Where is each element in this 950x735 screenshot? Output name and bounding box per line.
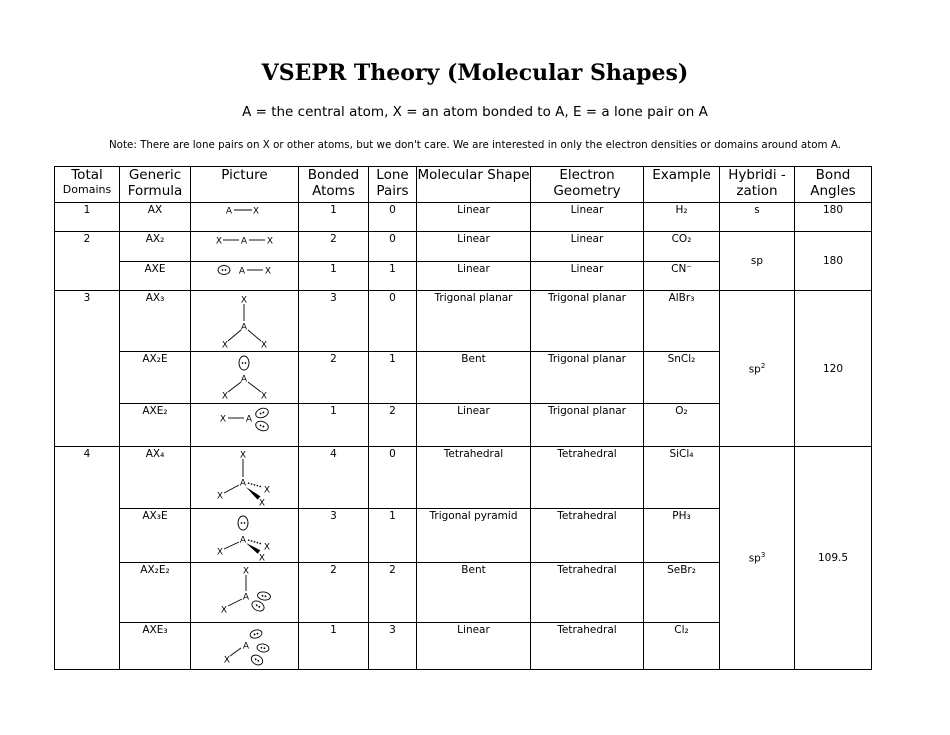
hybridization-text: sp: [748, 363, 761, 376]
bonded-atom-label: X: [263, 542, 271, 553]
table-row: [55, 232, 872, 262]
bonded-atom-label: X: [260, 340, 268, 351]
bonded-atoms-cell: [299, 404, 369, 447]
bond-line: [248, 330, 261, 341]
central-atom-label: A: [242, 641, 250, 652]
generic-formula-cell: [120, 563, 191, 623]
header-bonded-atoms: Bonded Atoms: [299, 167, 369, 203]
lone-pairs-cell-text: 0: [389, 448, 396, 460]
lone-pair-lobe: [250, 653, 265, 667]
lone-pairs-cell-text: 0: [389, 292, 396, 304]
legend-subtitle: A = the central atom, X = an atom bonded to A, E = a lone pair on A: [242, 104, 708, 120]
electron-geometry-cell-text: Linear: [570, 204, 604, 216]
bond-angle-text: 180: [822, 255, 844, 267]
header-example: Example: [644, 167, 720, 203]
bonded-atom-label: X: [263, 485, 271, 496]
electron-geometry-cell-text: Tetrahedral: [557, 624, 617, 636]
bonded-atoms-cell: [299, 291, 369, 352]
example-cell: [644, 563, 720, 623]
molecular-shape-cell-text: Linear: [457, 405, 490, 417]
total-domains-cell-text: 1: [83, 204, 91, 216]
lone-pair-lobe: [257, 591, 271, 601]
page-title: VSEPR Theory (Molecular Shapes): [261, 60, 689, 86]
lone-pairs-cell: [369, 404, 417, 447]
electron-geometry-cell: [531, 563, 644, 623]
picture-cell: [191, 291, 299, 352]
bonded-atoms-cell-text: 1: [330, 204, 337, 216]
bonded-atom-label: X: [223, 655, 231, 666]
example-cell-text: SnCl₂: [667, 353, 696, 365]
bonded-atom-label: X: [266, 236, 274, 247]
generic-formula-cell-text: AX₃E: [142, 510, 168, 522]
example-cell-text: AlBr₃: [668, 292, 695, 304]
bonded-atoms-cell: [299, 509, 369, 563]
lone-pair-lobe: [254, 420, 269, 433]
bonded-atom-label: X: [220, 605, 228, 616]
lone-pair-lobe: [239, 356, 249, 370]
electron-dot: [262, 425, 264, 427]
example-cell-text: H₂: [675, 204, 688, 216]
generic-formula-cell: [120, 404, 191, 447]
bonded-atoms-cell: [299, 262, 369, 291]
electron-dot: [222, 269, 224, 271]
electron-dot: [255, 604, 257, 606]
bonded-atoms-cell-text: 3: [330, 510, 337, 522]
bonded-atom-label: X: [221, 340, 229, 351]
molecular-shape-cell-text: Linear: [457, 263, 490, 275]
header-picture: Picture: [191, 167, 299, 203]
electron-geometry-cell-text: Tetrahedral: [557, 510, 617, 522]
tetrahedral-diagram: [191, 447, 298, 508]
picture-cell: [191, 447, 299, 509]
central-atom-label: A: [240, 236, 248, 247]
generic-formula-cell: [120, 623, 191, 670]
generic-formula-cell: [120, 352, 191, 404]
example-cell: [644, 404, 720, 447]
electron-dot: [258, 606, 260, 608]
generic-formula-cell: [120, 232, 191, 262]
table-row: [55, 291, 872, 352]
central-atom-label: A: [245, 414, 253, 425]
electron-dot: [264, 595, 266, 597]
central-atom-label: A: [238, 266, 246, 277]
central-atom-label: A: [225, 206, 233, 217]
hybridization-superscript: 2: [760, 361, 766, 370]
molecular-shape-cell-text: Trigonal pyramid: [429, 510, 518, 522]
electron-dot: [261, 595, 263, 597]
linear-ax-diagram: [191, 203, 298, 231]
table-row: [55, 447, 872, 509]
molecular-shape-cell: [417, 404, 531, 447]
linear-axe-diagram: [191, 262, 298, 290]
hybridization-cell: [720, 447, 795, 670]
example-cell: [644, 262, 720, 291]
generic-formula-cell-text: AX: [147, 204, 163, 216]
lone-pairs-cell: [369, 352, 417, 404]
picture-cell: [191, 203, 299, 232]
bond-line: [248, 382, 261, 392]
lone-pairs-cell-text: 1: [389, 263, 396, 275]
bonded-atoms-cell: [299, 623, 369, 670]
table-body: [55, 203, 872, 670]
electron-dot: [241, 522, 243, 524]
lone-pairs-cell: [369, 509, 417, 563]
total-domains-cell-text: 4: [83, 448, 91, 460]
lone-pairs-cell-text: 0: [389, 233, 396, 245]
electron-geometry-cell-text: Linear: [570, 233, 604, 245]
electron-dot: [254, 658, 256, 660]
electron-dot: [257, 660, 259, 662]
bonded-atoms-cell: [299, 563, 369, 623]
picture-cell: [191, 352, 299, 404]
molecular-shape-cell: [417, 447, 531, 509]
picture-cell: [191, 232, 299, 262]
vsepr-table: [54, 166, 872, 670]
molecular-shape-cell-text: Linear: [457, 624, 490, 636]
example-cell: [644, 232, 720, 262]
bonded-atom-label: X: [216, 547, 224, 558]
lone-pairs-cell: [369, 232, 417, 262]
electron-dot: [242, 362, 244, 364]
example-cell-text: PH₃: [672, 510, 691, 522]
bonded-atoms-cell-text: 2: [330, 233, 337, 245]
generic-formula-cell: [120, 447, 191, 509]
hybridization-text: sp: [750, 255, 764, 267]
total-domains-cell: [55, 232, 120, 291]
electron-dot: [253, 633, 255, 635]
generic-formula-cell: [120, 262, 191, 291]
electron-geometry-cell-text: Trigonal planar: [548, 353, 626, 365]
lone-pair-lobe: [218, 266, 230, 275]
bond-angle-cell: [795, 203, 872, 232]
electron-geometry-cell: [531, 203, 644, 232]
example-cell-text: CN⁻: [671, 263, 692, 275]
lone-pairs-cell: [369, 291, 417, 352]
central-atom-label: A: [240, 374, 248, 385]
generic-formula-cell-text: AXE: [144, 263, 166, 275]
molecular-shape-cell: [417, 352, 531, 404]
electron-geometry-cell-text: Trigonal planar: [548, 405, 626, 417]
bonded-atom-label: X: [258, 553, 266, 562]
bonded-atoms-cell: [299, 447, 369, 509]
bonded-atoms-cell-text: 1: [330, 263, 337, 275]
note-text: Note: There are lone pairs on X or other atoms, but we don't care. We are interested in only the electron densities or domains around atom A.: [108, 139, 841, 151]
total-domains-cell-text: 3: [83, 292, 91, 304]
electron-geometry-cell: [531, 623, 644, 670]
total-domains-cell: [55, 447, 120, 670]
generic-formula-cell: [120, 509, 191, 563]
generic-formula-cell: [120, 291, 191, 352]
generic-formula-cell-text: AXE₃: [142, 624, 168, 636]
example-cell: [644, 509, 720, 563]
molecular-shape-cell: [417, 262, 531, 291]
molecular-shape-cell-text: Linear: [457, 204, 490, 216]
generic-formula-cell-text: AX₂E: [142, 353, 168, 365]
electron-geometry-cell: [531, 509, 644, 563]
molecular-shape-cell-text: Bent: [461, 353, 486, 365]
bond-angle-cell: [795, 232, 872, 291]
hybridization-superscript: 3: [760, 551, 766, 560]
bond-line: [224, 542, 239, 549]
header-row: [55, 167, 872, 203]
lone-pair-lobe: [254, 407, 269, 420]
example-cell: [644, 447, 720, 509]
electron-geometry-cell: [531, 447, 644, 509]
dashed-bond: [248, 540, 262, 544]
lone-pairs-cell-text: 0: [389, 204, 396, 216]
bond-angle-text: 109.5: [817, 552, 849, 564]
lone-pairs-cell: [369, 623, 417, 670]
bonded-atoms-cell-text: 4: [330, 448, 337, 460]
electron-dot: [244, 522, 246, 524]
bonded-atom-label: X: [258, 498, 266, 508]
molecular-shape-cell: [417, 509, 531, 563]
generic-formula-cell-text: AX₂: [145, 233, 165, 245]
bond-line: [228, 382, 241, 392]
electron-geometry-cell: [531, 291, 644, 352]
lone-pair-outline: [238, 516, 248, 530]
bonded-atom-label: X: [242, 566, 250, 577]
header-domains: Domains: [62, 183, 112, 196]
lone-pair-lobe: [238, 516, 248, 530]
molecular-shape-cell: [417, 563, 531, 623]
electron-dot: [245, 362, 247, 364]
bonded-atoms-cell-text: 2: [330, 353, 337, 365]
lone-pair-lobe: [256, 643, 269, 653]
lone-pairs-cell: [369, 563, 417, 623]
linear-axe3-diagram: [191, 623, 298, 669]
generic-formula-cell-text: AX₄: [145, 448, 165, 460]
bonded-atom-label: X: [264, 266, 272, 277]
example-cell: [644, 291, 720, 352]
header-total: Total: [71, 167, 103, 183]
generic-formula-cell-text: AX₂E₂: [140, 564, 170, 576]
electron-dot: [259, 424, 261, 426]
header-molecular-shape: Molecular Shape: [417, 167, 531, 203]
molecular-shape-cell: [417, 291, 531, 352]
total-domains-cell: [55, 203, 120, 232]
example-cell: [644, 203, 720, 232]
bond-line: [228, 599, 242, 606]
bonded-atoms-cell-text: 1: [330, 624, 337, 636]
molecular-shape-cell-text: Linear: [457, 233, 490, 245]
lone-pairs-cell: [369, 203, 417, 232]
bonded-atom-label: X: [240, 295, 248, 306]
trigonal-pyramid-diagram: [191, 509, 298, 562]
lone-pairs-cell-text: 3: [389, 624, 396, 636]
example-cell: [644, 623, 720, 670]
example-cell-text: CO₂: [671, 233, 692, 245]
example-cell: [644, 352, 720, 404]
electron-dot: [225, 269, 227, 271]
lone-pair-lobe: [250, 599, 266, 613]
example-cell-text: SiCl₄: [669, 448, 694, 460]
lone-pairs-cell-text: 1: [389, 510, 396, 522]
dashed-bond: [248, 483, 262, 487]
electron-dot: [259, 412, 261, 414]
header-lone-pairs: Lone Pairs: [369, 167, 417, 203]
header-bond-angles: Bond Angles: [795, 167, 872, 203]
lone-pair-outline: [239, 356, 249, 370]
header-hybridization: Hybridi -zation: [720, 167, 795, 203]
electron-geometry-cell: [531, 262, 644, 291]
bond-angle-text: 180: [822, 204, 844, 216]
electron-geometry-cell-text: Tetrahedral: [557, 564, 617, 576]
bond-angle-cell: [795, 291, 872, 447]
hybridization-cell: [720, 203, 795, 232]
lone-pair-outline: [250, 599, 266, 613]
lone-pairs-cell-text: 2: [389, 405, 396, 417]
bonded-atom-label: X: [260, 391, 268, 402]
bonded-atoms-cell: [299, 232, 369, 262]
central-atom-label: A: [239, 535, 247, 546]
molecular-shape-cell: [417, 232, 531, 262]
header-electron-geometry: Electron Geometry: [531, 167, 644, 203]
lone-pairs-cell-text: 2: [389, 564, 396, 576]
linear-ax2-diagram: [191, 232, 298, 261]
electron-geometry-cell-text: Trigonal planar: [548, 292, 626, 304]
bond-line: [228, 330, 241, 341]
example-cell-text: Cl₂: [674, 624, 689, 636]
lone-pair-outline: [218, 266, 230, 275]
bond-angle-cell: [795, 447, 872, 670]
hybridization-cell: [720, 232, 795, 291]
electron-geometry-cell: [531, 352, 644, 404]
lone-pair-lobe: [249, 629, 263, 640]
electron-dot: [263, 647, 265, 649]
central-atom-label: A: [239, 478, 247, 489]
bonded-atom-label: X: [221, 391, 229, 402]
electron-dot: [262, 411, 264, 413]
example-cell-text: SeBr₂: [667, 564, 696, 576]
picture-cell: [191, 563, 299, 623]
header-total-domains: [55, 167, 120, 203]
bonded-atoms-cell-text: 2: [330, 564, 337, 576]
bonded-atom-label: X: [252, 206, 260, 217]
bonded-atom-label: X: [219, 414, 227, 425]
bent-trigonal-diagram: [191, 352, 298, 403]
central-atom-label: A: [240, 322, 248, 333]
electron-geometry-cell: [531, 232, 644, 262]
bonded-atoms-cell-text: 3: [330, 292, 337, 304]
bond-line: [224, 485, 239, 493]
generic-formula-cell-text: AX₃: [145, 292, 165, 304]
picture-cell: [191, 262, 299, 291]
hybridization-text: sp: [748, 552, 761, 565]
lone-pair-outline: [254, 420, 269, 433]
molecular-shape-cell: [417, 623, 531, 670]
picture-cell: [191, 404, 299, 447]
picture-cell: [191, 509, 299, 563]
electron-geometry-cell-text: Linear: [570, 263, 604, 275]
molecular-shape-cell-text: Tetrahedral: [443, 448, 504, 460]
generic-formula-cell: [120, 203, 191, 232]
lone-pair-outline: [250, 653, 265, 667]
lone-pair-outline: [257, 591, 271, 601]
bonded-atoms-cell-text: 1: [330, 405, 337, 417]
linear-axe2-diagram: [191, 404, 298, 446]
molecular-shape-cell-text: Bent: [461, 564, 486, 576]
table-row: [55, 203, 872, 232]
bonded-atoms-cell: [299, 203, 369, 232]
lone-pair-outline: [254, 407, 269, 420]
lone-pairs-cell-text: 1: [389, 353, 396, 365]
molecular-shape-cell: [417, 203, 531, 232]
hybridization-text: s: [754, 204, 760, 216]
bent-tetrahedral-diagram: [191, 563, 298, 622]
total-domains-cell-text: 2: [83, 233, 91, 245]
bonded-atom-label: X: [216, 491, 224, 502]
bonded-atom-label: X: [215, 236, 223, 247]
generic-formula-cell-text: AXE₂: [142, 405, 168, 417]
electron-geometry-cell-text: Tetrahedral: [557, 448, 617, 460]
total-domains-cell: [55, 291, 120, 447]
lone-pairs-cell: [369, 447, 417, 509]
bond-angle-text: 120: [822, 362, 844, 375]
central-atom-label: A: [242, 592, 250, 603]
lone-pair-outline: [256, 643, 269, 653]
header-generic-formula: Generic Formula: [120, 167, 191, 203]
bond-line: [230, 648, 241, 656]
bonded-atom-label: X: [239, 450, 247, 461]
wedge-bond: [246, 543, 260, 554]
hybridization-cell: [720, 291, 795, 447]
electron-geometry-cell: [531, 404, 644, 447]
lone-pairs-cell: [369, 262, 417, 291]
bonded-atoms-cell: [299, 352, 369, 404]
trigonal-planar-diagram: [191, 291, 298, 351]
molecular-shape-cell-text: Trigonal planar: [434, 292, 513, 304]
electron-dot: [256, 633, 258, 635]
lone-pair-outline: [249, 629, 263, 640]
electron-dot: [260, 647, 262, 649]
picture-cell: [191, 623, 299, 670]
example-cell-text: O₂: [675, 405, 688, 417]
